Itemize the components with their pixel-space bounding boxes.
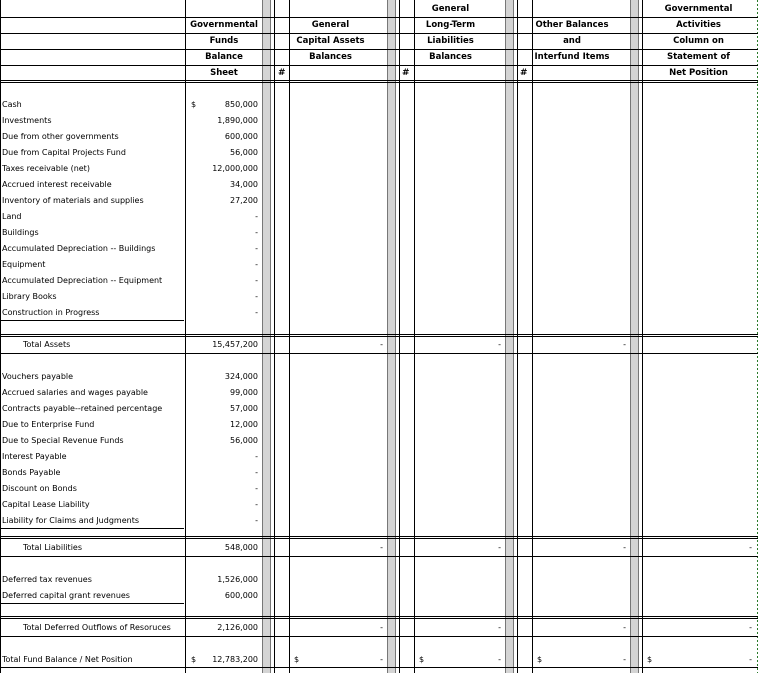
row-label[interactable]: Interest Payable [2, 452, 67, 461]
header-col3-line2: Long-Term [425, 20, 476, 30]
table-row [0, 145, 758, 161]
row-label[interactable]: Total Deferred Outflows of Resoruces [23, 623, 171, 632]
row-label[interactable]: Inventory of materials and supplies [2, 196, 144, 205]
value-cell-c2[interactable]: - [380, 655, 383, 664]
grid-hline [0, 667, 758, 668]
value-cell-c1[interactable]: - [255, 228, 258, 237]
table-row [0, 588, 758, 604]
header-col5-line5: Net Position [669, 68, 728, 78]
row-label[interactable]: Taxes receivable (net) [2, 164, 90, 173]
table-row [0, 209, 758, 225]
row-label[interactable]: Due from Capital Projects Fund [2, 148, 126, 157]
table-row [0, 465, 758, 481]
value-cell-c3[interactable]: - [498, 623, 501, 632]
value-cell-c1[interactable]: 12,783,200 [212, 655, 258, 664]
table-row [0, 289, 758, 305]
table-row [0, 337, 758, 353]
table-row [0, 113, 758, 129]
row-label[interactable]: Contracts payable--retained percentage [2, 404, 163, 413]
value-cell-c1[interactable]: 600,000 [224, 591, 258, 600]
header-row-5 [0, 65, 758, 81]
row-label[interactable]: Library Books [2, 292, 57, 301]
table-row [0, 417, 758, 433]
header-row-1 [0, 1, 758, 17]
row-label[interactable]: Accrued interest receivable [2, 180, 112, 189]
table-row [0, 177, 758, 193]
value-cell-c1[interactable]: - [255, 276, 258, 285]
value-cell-c1[interactable]: 1,526,000 [217, 575, 258, 584]
value-cell-c2[interactable]: - [380, 340, 383, 349]
row-label[interactable]: Accrued salaries and wages payable [2, 388, 148, 397]
value-cell-c4[interactable]: - [623, 623, 626, 632]
grid-hline [0, 636, 758, 637]
grid-hline [0, 556, 758, 557]
hash-mark: # [520, 68, 528, 78]
grid-hline [0, 353, 758, 354]
value-cell-c5[interactable]: - [749, 655, 752, 664]
header-col1-line1 [186, 1, 262, 17]
value-cell-c1[interactable]: - [255, 212, 258, 221]
table-row [0, 620, 758, 636]
table-row [0, 161, 758, 177]
row-label[interactable]: Liability for Claims and Judgments [1, 513, 184, 529]
header-col5-line3: Column on [673, 36, 724, 46]
row-label[interactable]: Total Liabilities [23, 543, 83, 552]
header-col1-line4: Balance [205, 52, 243, 62]
table-row [0, 433, 758, 449]
row-label[interactable]: Deferred tax revenues [2, 575, 92, 584]
row-label[interactable]: Land [2, 212, 22, 221]
table-row [0, 369, 758, 385]
grid-hline [0, 49, 758, 50]
header-col4-line4: Interfund Items [534, 52, 610, 62]
value-cell-c3[interactable]: - [498, 340, 501, 349]
header-col3-line1: General [431, 4, 470, 14]
value-cell-c1[interactable]: 27,200 [230, 196, 258, 205]
value-cell-c1[interactable]: - [255, 260, 258, 269]
row-label[interactable]: Total Assets [23, 340, 71, 349]
value-cell-c1[interactable]: 15,457,200 [212, 340, 258, 349]
value-cell-c1[interactable]: 56,000 [230, 148, 258, 157]
section-double-line [0, 616, 758, 619]
header-col1-line2: Governmental [190, 20, 258, 30]
value-cell-c4[interactable]: - [623, 340, 626, 349]
header-col5-line2: Activities [676, 20, 721, 30]
row-label[interactable]: Total Fund Balance / Net Position [2, 655, 133, 664]
header-col5-line1: Governmental [664, 4, 733, 14]
header-row-2 [0, 17, 758, 33]
table-row [0, 481, 758, 497]
value-cell-c1[interactable]: 12,000,000 [212, 164, 258, 173]
table-row [0, 497, 758, 513]
header-col4-line2: Other Balances [535, 20, 609, 30]
header-col4-line1 [514, 1, 630, 17]
value-cell-c1[interactable]: 850,000 [224, 100, 258, 109]
header-col2-line2: General [311, 20, 350, 30]
dollar-sign: $ [537, 655, 543, 664]
value-cell-c4[interactable]: - [623, 655, 626, 664]
grid-hline [0, 65, 758, 66]
row-label[interactable]: Accumulated Depreciation -- Buildings [2, 244, 156, 253]
value-cell-c3[interactable]: - [498, 543, 501, 552]
header-col3-line3: Liabilities [427, 36, 474, 46]
table-row [0, 652, 758, 668]
value-cell-c1[interactable]: - [255, 516, 258, 525]
header-col1-line5: Sheet [210, 68, 238, 78]
value-cell-c5[interactable]: - [749, 623, 752, 632]
header-row-4 [0, 49, 758, 65]
table-row [0, 225, 758, 241]
value-cell-c1[interactable]: 99,000 [230, 388, 258, 397]
hash-mark: # [278, 68, 286, 78]
value-cell-c1[interactable]: - [255, 484, 258, 493]
row-label[interactable]: Bonds Payable [2, 468, 61, 477]
dollar-sign: $ [294, 655, 300, 664]
value-cell-c1[interactable]: 56,000 [230, 436, 258, 445]
row-label[interactable]: Buildings [2, 228, 39, 237]
table-row [0, 513, 758, 529]
table-row [0, 241, 758, 257]
value-cell-c1[interactable]: 12,000 [230, 420, 258, 429]
dollar-sign: $ [647, 655, 653, 664]
value-cell-c1[interactable]: 2,126,000 [217, 623, 258, 632]
row-label[interactable]: Due to Enterprise Fund [2, 420, 95, 429]
value-cell-c4[interactable]: - [623, 543, 626, 552]
row-label[interactable]: Due from other governments [2, 132, 119, 141]
table-row [0, 305, 758, 321]
grid-hline [0, 17, 758, 18]
header-col4-line3: and [563, 36, 581, 46]
value-cell-c1[interactable]: 548,000 [224, 543, 258, 552]
dollar-sign: $ [191, 655, 197, 664]
table-row [0, 401, 758, 417]
header-col2-line4: Balances [309, 52, 352, 62]
value-cell-c1[interactable]: - [255, 500, 258, 509]
table-row [0, 193, 758, 209]
value-cell-c1[interactable]: - [255, 468, 258, 477]
header-col2-line3: Capital Assets [296, 36, 365, 46]
value-cell-c1[interactable]: - [255, 308, 258, 317]
value-cell-c5[interactable]: - [749, 543, 752, 552]
value-cell-c1[interactable]: 1,890,000 [217, 116, 258, 125]
section-double-line [0, 334, 758, 337]
row-label[interactable]: Investments [2, 116, 52, 125]
value-cell-c1[interactable]: - [255, 452, 258, 461]
table-row [0, 273, 758, 289]
table-row [0, 385, 758, 401]
row-label[interactable]: Deferred capital grant revenues [1, 588, 184, 604]
section-double-line [0, 536, 758, 539]
table-row [0, 97, 758, 113]
header-col5-line4: Statement of [667, 52, 730, 62]
header-double-line [0, 80, 758, 83]
table-row [0, 257, 758, 273]
row-label[interactable]: Accumulated Depreciation -- Equipment [2, 276, 163, 285]
dollar-sign: $ [191, 100, 197, 109]
header-col1-line3: Funds [209, 36, 239, 46]
header-col2-line1 [274, 1, 387, 17]
value-cell-c1[interactable]: 57,000 [230, 404, 258, 413]
hash-mark: # [402, 68, 410, 78]
grid-hline [0, 33, 758, 34]
row-label[interactable]: Vouchers payable [2, 372, 74, 381]
value-cell-c1[interactable]: - [255, 292, 258, 301]
value-cell-c1[interactable]: 324,000 [224, 372, 258, 381]
value-cell-c1[interactable]: 34,000 [230, 180, 258, 189]
row-label[interactable]: Due to Special Revenue Funds [2, 436, 124, 445]
row-label[interactable]: Capital Lease Liability [2, 500, 90, 509]
table-row [0, 129, 758, 145]
header-row-3 [0, 33, 758, 49]
header-col3-line4: Balances [429, 52, 472, 62]
value-cell-c1[interactable]: 600,000 [224, 132, 258, 141]
value-cell-c2[interactable]: - [380, 543, 383, 552]
row-label[interactable]: Construction in Progress [1, 305, 184, 321]
value-cell-c3[interactable]: - [498, 655, 501, 664]
value-cell-c1[interactable]: - [255, 244, 258, 253]
table-row [0, 572, 758, 588]
table-row [0, 540, 758, 556]
dollar-sign: $ [419, 655, 425, 664]
table-row [0, 449, 758, 465]
value-cell-c2[interactable]: - [380, 623, 383, 632]
row-label[interactable]: Cash [2, 100, 22, 109]
row-label[interactable]: Equipment [2, 260, 46, 269]
row-label[interactable]: Discount on Bonds [2, 484, 77, 493]
